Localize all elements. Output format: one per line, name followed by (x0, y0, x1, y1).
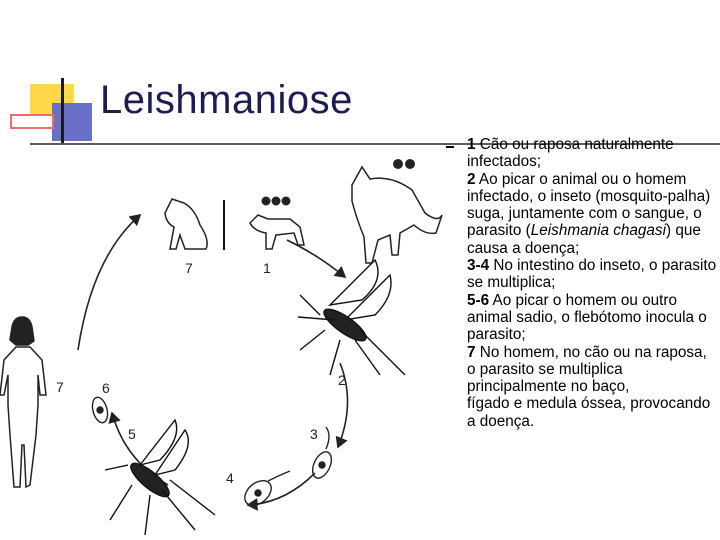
step-3-4-body: No intestino do inseto, o parasito se multiplica; (467, 257, 717, 292)
step-5-6-number: 5-6 (467, 291, 490, 309)
bullet-marker (446, 146, 454, 148)
step-2-body: Ao picar o animal ou o homem infectado, o inseto (mosquito-palha) suga, juntamente com o sangue, o parasito ( (467, 170, 711, 240)
parasite-cell-6 (90, 396, 110, 425)
step-3-4-number: 3-4 (467, 257, 490, 275)
title-decoration-vertical-line (61, 78, 64, 144)
human-illustration (0, 317, 46, 487)
step-7-number: 7 (467, 343, 476, 361)
step-7-continuation: fígado e medula óssea, provocando a doença. (467, 395, 711, 430)
step-1-text (467, 136, 717, 171)
step-1-number: 1 (467, 136, 476, 153)
life-cycle-figure (0, 145, 450, 540)
step-2-body-end: ) que causa a doença; (467, 222, 701, 257)
title-decoration-red (10, 114, 54, 129)
step-label-3: 3 (310, 426, 318, 442)
step-2-number: 2 (467, 170, 476, 188)
step-label-1: 1 (263, 260, 271, 276)
step-label-6: 6 (102, 380, 110, 396)
species-name: Leishmania chagasi (530, 222, 666, 240)
dog-sitting-illustration (165, 199, 207, 249)
mosquito-illustration-upper (298, 260, 405, 375)
title-decoration-blue (52, 103, 92, 141)
parasite-marker-fox (393, 159, 415, 169)
step-7-body: No homem, no cão ou na raposa, o parasito se multiplica principalmente no baço, (467, 343, 707, 396)
step-label-4: 4 (226, 470, 234, 486)
lifecycle-description (467, 136, 717, 430)
step-label-7-left: 7 (56, 379, 64, 395)
step-1-body: Cão ou raposa naturalmente infectados; (467, 136, 674, 171)
step-label-5: 5 (128, 426, 136, 442)
cycle-arrows (78, 215, 348, 505)
step-label-7-top: 7 (185, 260, 193, 276)
step-7-text (467, 344, 717, 396)
step-2-text (467, 171, 717, 257)
step-5-6-text (467, 292, 717, 344)
step-5-6-body: Ao picar o homem ou outro animal sadio, o flebótomo inocula o parasito; (467, 291, 707, 344)
fox-illustration (352, 167, 442, 263)
step-label-2: 2 (338, 372, 346, 388)
parasite-marker-dog (262, 197, 291, 206)
parasite-cell-4 (240, 471, 290, 510)
step-3-4-text (467, 257, 717, 292)
page-title: Leishmaniose (100, 78, 353, 122)
